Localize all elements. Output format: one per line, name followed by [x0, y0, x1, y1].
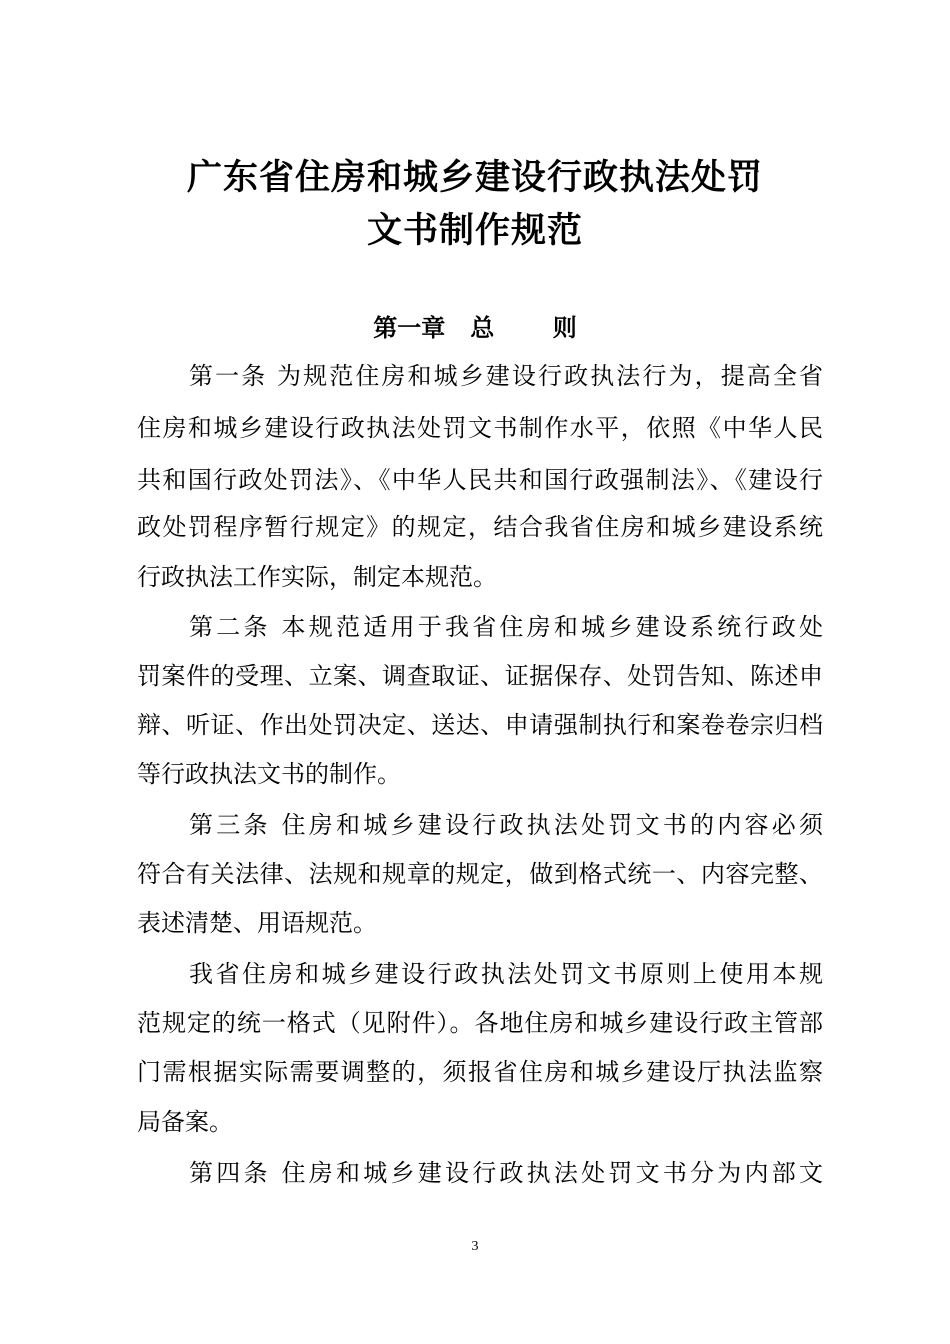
paragraph-line: 第三条 住房和城乡建设行政执法处罚文书的内容必须 — [189, 811, 823, 839]
paragraph-line: 局备案。 — [137, 1108, 233, 1136]
paragraph-line: 表述清楚、用语规范。 — [137, 909, 377, 937]
paragraph-line: 罚案件的受理、立案、调查取证、证据保存、处罚告知、陈述申 — [137, 662, 823, 690]
paragraph-line: 门需根据实际需要调整的，须报省住房和城乡建设厅执法监察 — [137, 1058, 823, 1086]
paragraph-line: 共和国行政处罚法》、《中华人民共和国行政强制法》、《建设行 — [137, 466, 823, 494]
paragraph-line: 行政执法工作实际，制定本规范。 — [137, 563, 497, 591]
document-title-line-1: 广东省住房和城乡建设行政执法处罚 — [186, 158, 763, 198]
paragraph-line: 我省住房和城乡建设行政执法处罚文书原则上使用本规 — [189, 960, 823, 988]
paragraph-line: 第二条 本规范适用于我省住房和城乡建设系统行政处 — [189, 613, 823, 641]
paragraph-line: 第一条 为规范住房和城乡建设行政执法行为，提高全省 — [189, 362, 823, 390]
paragraph-line: 辩、听证、作出处罚决定、送达、申请强制执行和案卷卷宗归档 — [137, 711, 823, 739]
chapter-heading: 第一章 总 则 — [373, 314, 577, 342]
paragraph-line: 住房和城乡建设行政执法处罚文书制作水平，依照《中华人民 — [137, 414, 823, 442]
paragraph-line: 第四条 住房和城乡建设行政执法处罚文书分为内部文 — [189, 1159, 823, 1187]
paragraph-line: 范规定的统一格式（见附件）。各地住房和城乡建设行政主管部 — [137, 1009, 823, 1037]
document-title-line-2: 文书制作规范 — [366, 211, 583, 251]
page-number: 3 — [471, 1239, 479, 1254]
paragraph-line: 政处罚程序暂行规定》的规定，结合我省住房和城乡建设系统 — [137, 513, 823, 541]
paragraph-line: 符合有关法律、法规和规章的规定，做到格式统一、内容完整、 — [137, 860, 823, 888]
paragraph-line: 等行政执法文书的制作。 — [137, 760, 401, 788]
